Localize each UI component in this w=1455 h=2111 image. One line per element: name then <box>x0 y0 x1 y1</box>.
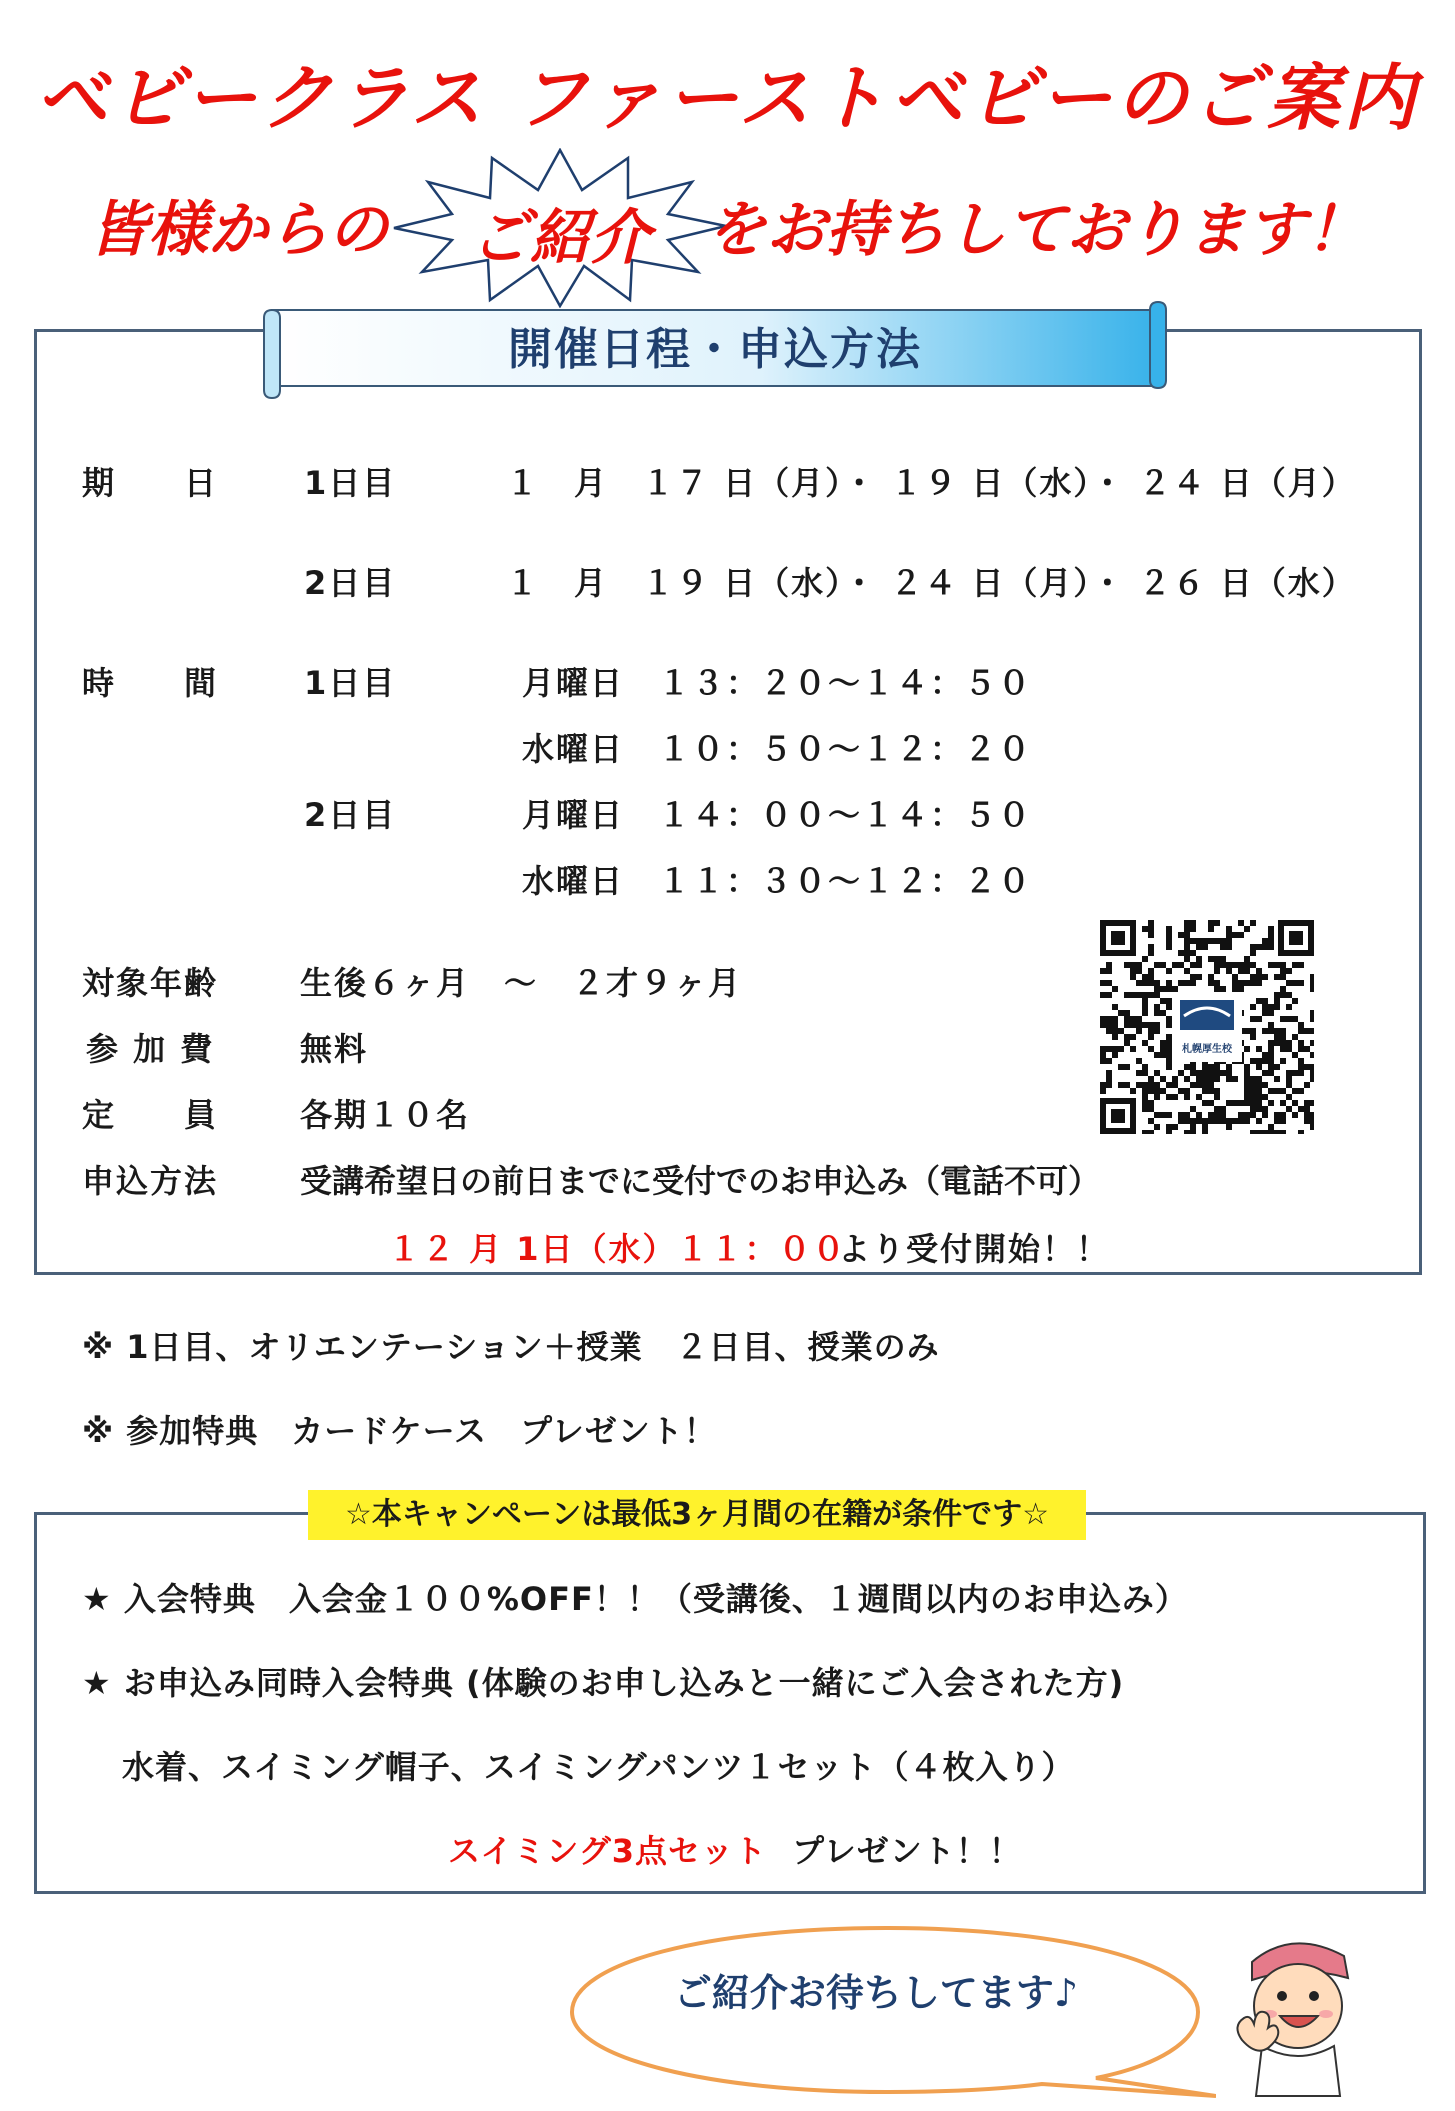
page-title: ベビークラス ファーストベビーのご案内 <box>35 56 1420 140</box>
note-line: ※ 1日目、オリエンテーション＋授業 ２日目、授業のみ <box>82 1328 940 1366</box>
campaign-line: ★ 入会特典 入会金１００%OFF！！（受講後、１週間以内のお申込み） <box>82 1580 1188 1618</box>
subtitle-pre: 皆様からの <box>88 195 388 265</box>
time-weekday: 月曜日 <box>522 796 625 834</box>
bubble-text: ご紹介お待ちしてます♪ <box>673 1971 1079 2015</box>
campaign-line: ★ お申込み同時入会特典 (体験のお申し込みと一緒にご入会された方) <box>82 1664 1125 1702</box>
time-range: １１：３０～１２：２０ <box>658 862 1033 900</box>
day1-dates: １ 月 １７ 日（月）・ １９ 日（水）・ ２４ 日（月） <box>506 464 1356 502</box>
age-value: 生後６ヶ月 ～ ２才９ヶ月 <box>300 964 743 1002</box>
note-line: ※ 参加特典 カードケース プレゼント！ <box>82 1412 717 1450</box>
time-range: １０：５０～１２：２０ <box>658 730 1033 768</box>
fee-label: 参 加 費 <box>86 1030 215 1068</box>
qr-logo-text: 札幌厚生校 <box>1182 1044 1232 1055</box>
apply-start-date: １２ 月 1日（水）１１：００ <box>388 1230 847 1268</box>
subtitle-post: をお持ちしております！ <box>706 195 1366 265</box>
time-range: １３：２０～１４：５０ <box>658 664 1033 702</box>
time-day1-label: 1日目 <box>304 664 397 702</box>
campaign-present-text: プレゼント！！ <box>792 1832 1022 1870</box>
fee-value: 無料 <box>300 1030 369 1068</box>
day2-dates: １ 月 １９ 日（水）・ ２４ 日（月）・ ２６ 日（水） <box>506 564 1356 602</box>
burst-badge <box>392 148 728 308</box>
capacity-label: 定 員 <box>82 1096 219 1134</box>
date-label: 期 日 <box>82 464 219 502</box>
capacity-value: 各期１０名 <box>300 1096 471 1134</box>
apply-value: 受講希望日の前日までに受付でのお申込み（電話不可） <box>300 1162 1101 1200</box>
qr-code-icon <box>1100 920 1314 1134</box>
time-range: １４：００～１４：５０ <box>658 796 1033 834</box>
qr-code[interactable] <box>1100 920 1314 1134</box>
time-weekday: 水曜日 <box>522 862 625 900</box>
day1-label: 1日目 <box>304 464 397 502</box>
time-label: 時 間 <box>82 664 219 702</box>
schedule-heading: 開催日程・申込方法 <box>508 324 922 375</box>
subtitle-burst: ご紹介 <box>470 203 650 273</box>
age-label: 対象年齢 <box>82 964 219 1002</box>
time-day2-label: 2日目 <box>304 796 397 834</box>
day2-label: 2日目 <box>304 564 397 602</box>
waving-child-icon <box>1228 1922 1368 2097</box>
campaign-line: 水着、スイミング帽子、スイミングパンツ１セット（４枚入り） <box>122 1748 1075 1786</box>
time-weekday: 月曜日 <box>522 664 625 702</box>
apply-start-text: より受付開始！！ <box>838 1230 1111 1268</box>
campaign-red-text: スイミング3点セット <box>448 1832 767 1870</box>
campaign-banner: ☆本キャンペーンは最低3ヶ月間の在籍が条件です☆ <box>308 1490 1086 1540</box>
apply-label: 申込方法 <box>82 1162 219 1200</box>
time-weekday: 水曜日 <box>522 730 625 768</box>
